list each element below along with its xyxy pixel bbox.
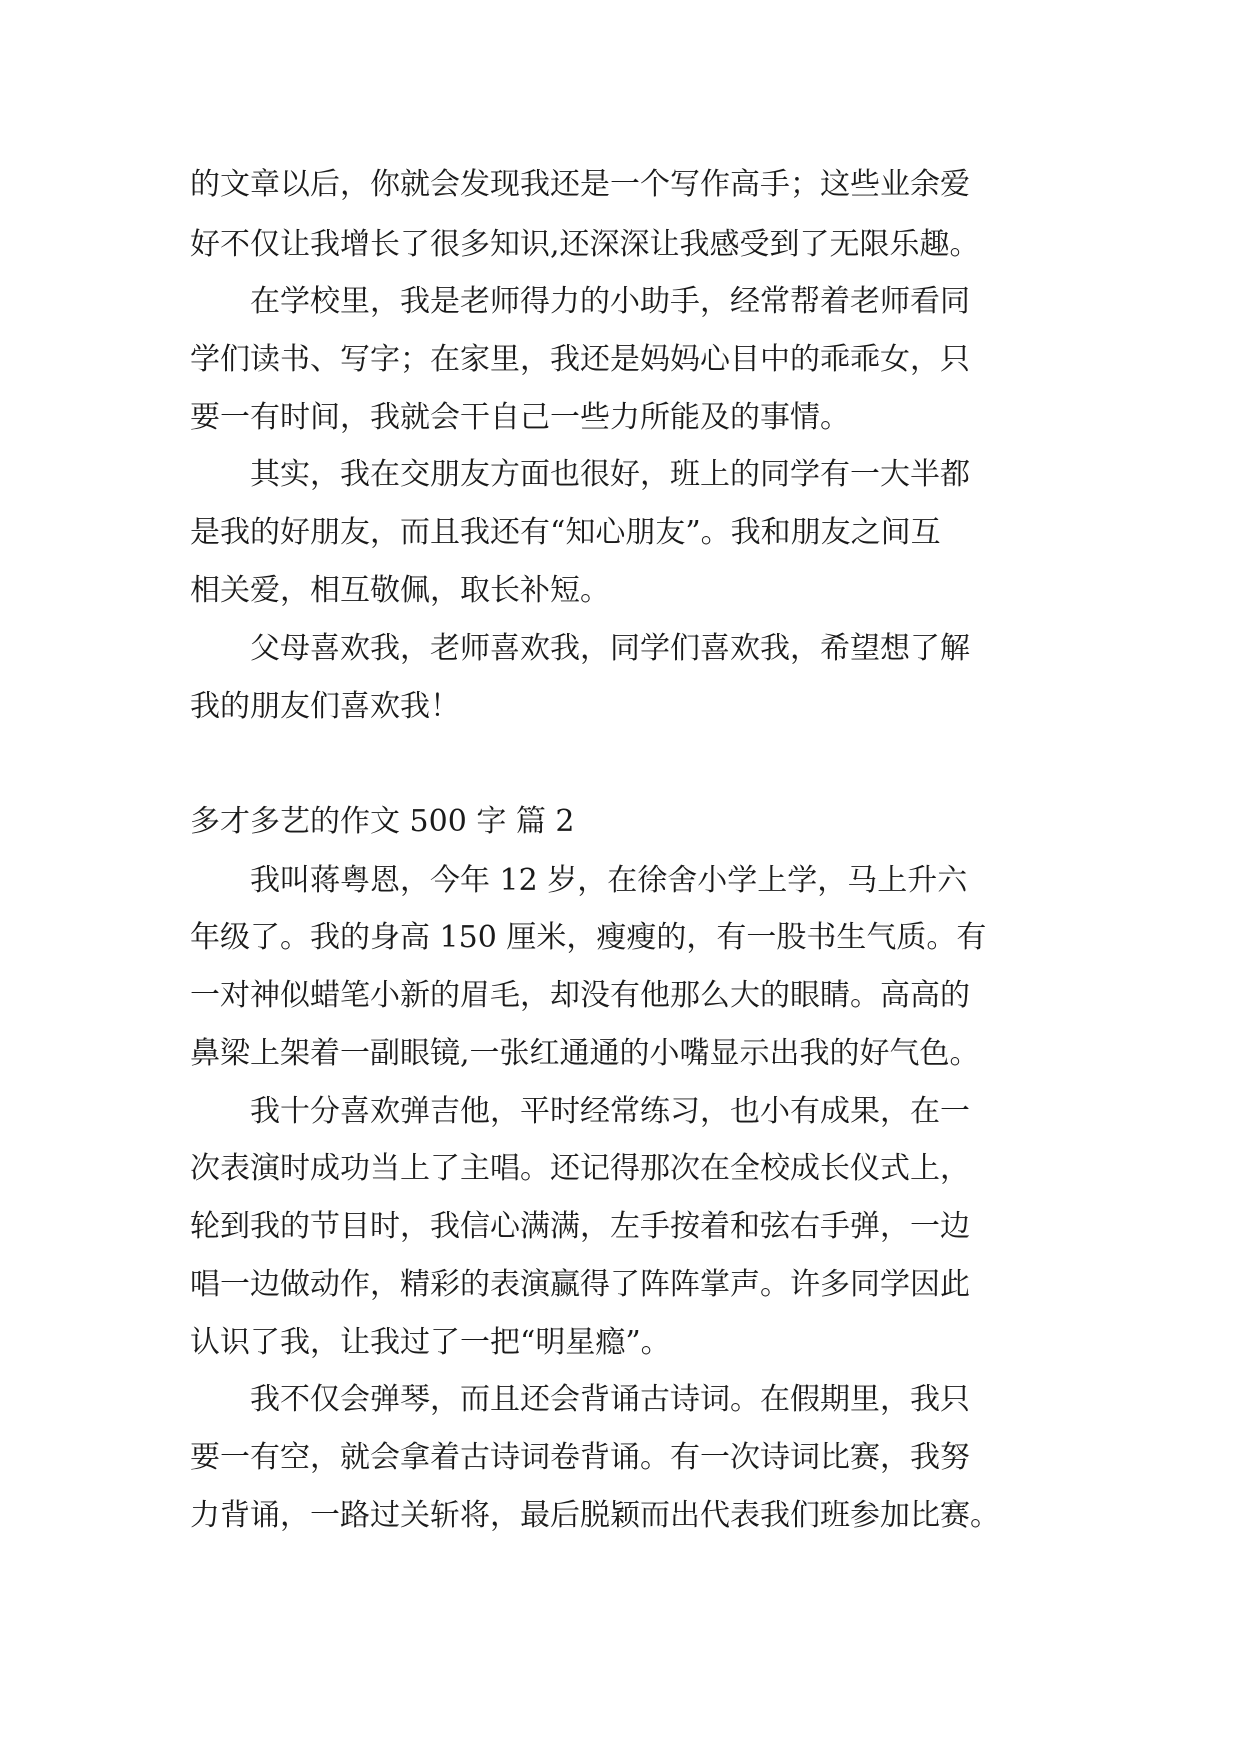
text-line: 我不仅会弹琴，而且还会背诵古诗词。在假期里，我只: [190, 1382, 970, 1417]
text-line: 是我的好朋友，而且我还有“知心朋友”。我和朋友之间互: [190, 515, 941, 550]
text-line: 学们读书、写字；在家里，我还是妈妈心目中的乖乖女，只: [190, 342, 970, 377]
text-line: 要一有空，就会拿着古诗词卷背诵。有一次诗词比赛，我努: [190, 1440, 970, 1475]
section-heading: 多才多艺的作文 500 字 篇 2: [190, 804, 575, 839]
text-line: 的文章以后，你就会发现我还是一个写作高手；这些业余爱: [190, 167, 970, 202]
text-line: 相关爱，相互敬佩，取长补短。: [190, 573, 610, 608]
text-line: 轮到我的节目时，我信心满满，左手按着和弦右手弹，一边: [190, 1209, 970, 1244]
text-line: 父母喜欢我，老师喜欢我，同学们喜欢我，希望想了解: [190, 631, 970, 666]
text-line: 认识了我，让我过了一把“明星瘾”。: [190, 1325, 671, 1360]
text-line: 在学校里，我是老师得力的小助手，经常帮着老师看同: [190, 284, 970, 319]
text-line: 我的朋友们喜欢我！: [190, 689, 460, 724]
text-line: 我叫蒋粤恩，今年 12 岁，在徐舍小学上学，马上升六: [190, 863, 968, 898]
text-line: 次表演时成功当上了主唱。还记得那次在全校成长仪式上，: [190, 1151, 970, 1186]
text-line: 年级了。我的身高 150 厘米，瘦瘦的，有一股书生气质。有: [190, 920, 987, 955]
text-line: 好不仅让我增长了很多知识,还深深让我感受到了无限乐趣。: [190, 227, 980, 262]
text-line: 鼻梁上架着一副眼镜,一张红通通的小嘴显示出我的好气色。: [190, 1036, 980, 1071]
text-line: 我十分喜欢弹吉他，平时经常练习，也小有成果，在一: [190, 1094, 970, 1129]
text-line: 唱一边做动作，精彩的表演赢得了阵阵掌声。许多同学因此: [190, 1267, 970, 1302]
text-line: 一对神似蜡笔小新的眉毛，却没有他那么大的眼睛。高高的: [190, 978, 970, 1013]
text-line: 力背诵，一路过关斩将，最后脱颖而出代表我们班参加比赛。: [190, 1498, 1000, 1533]
text-line: 其实，我在交朋友方面也很好，班上的同学有一大半都: [190, 457, 970, 492]
text-line: 要一有时间，我就会干自己一些力所能及的事情。: [190, 400, 850, 435]
